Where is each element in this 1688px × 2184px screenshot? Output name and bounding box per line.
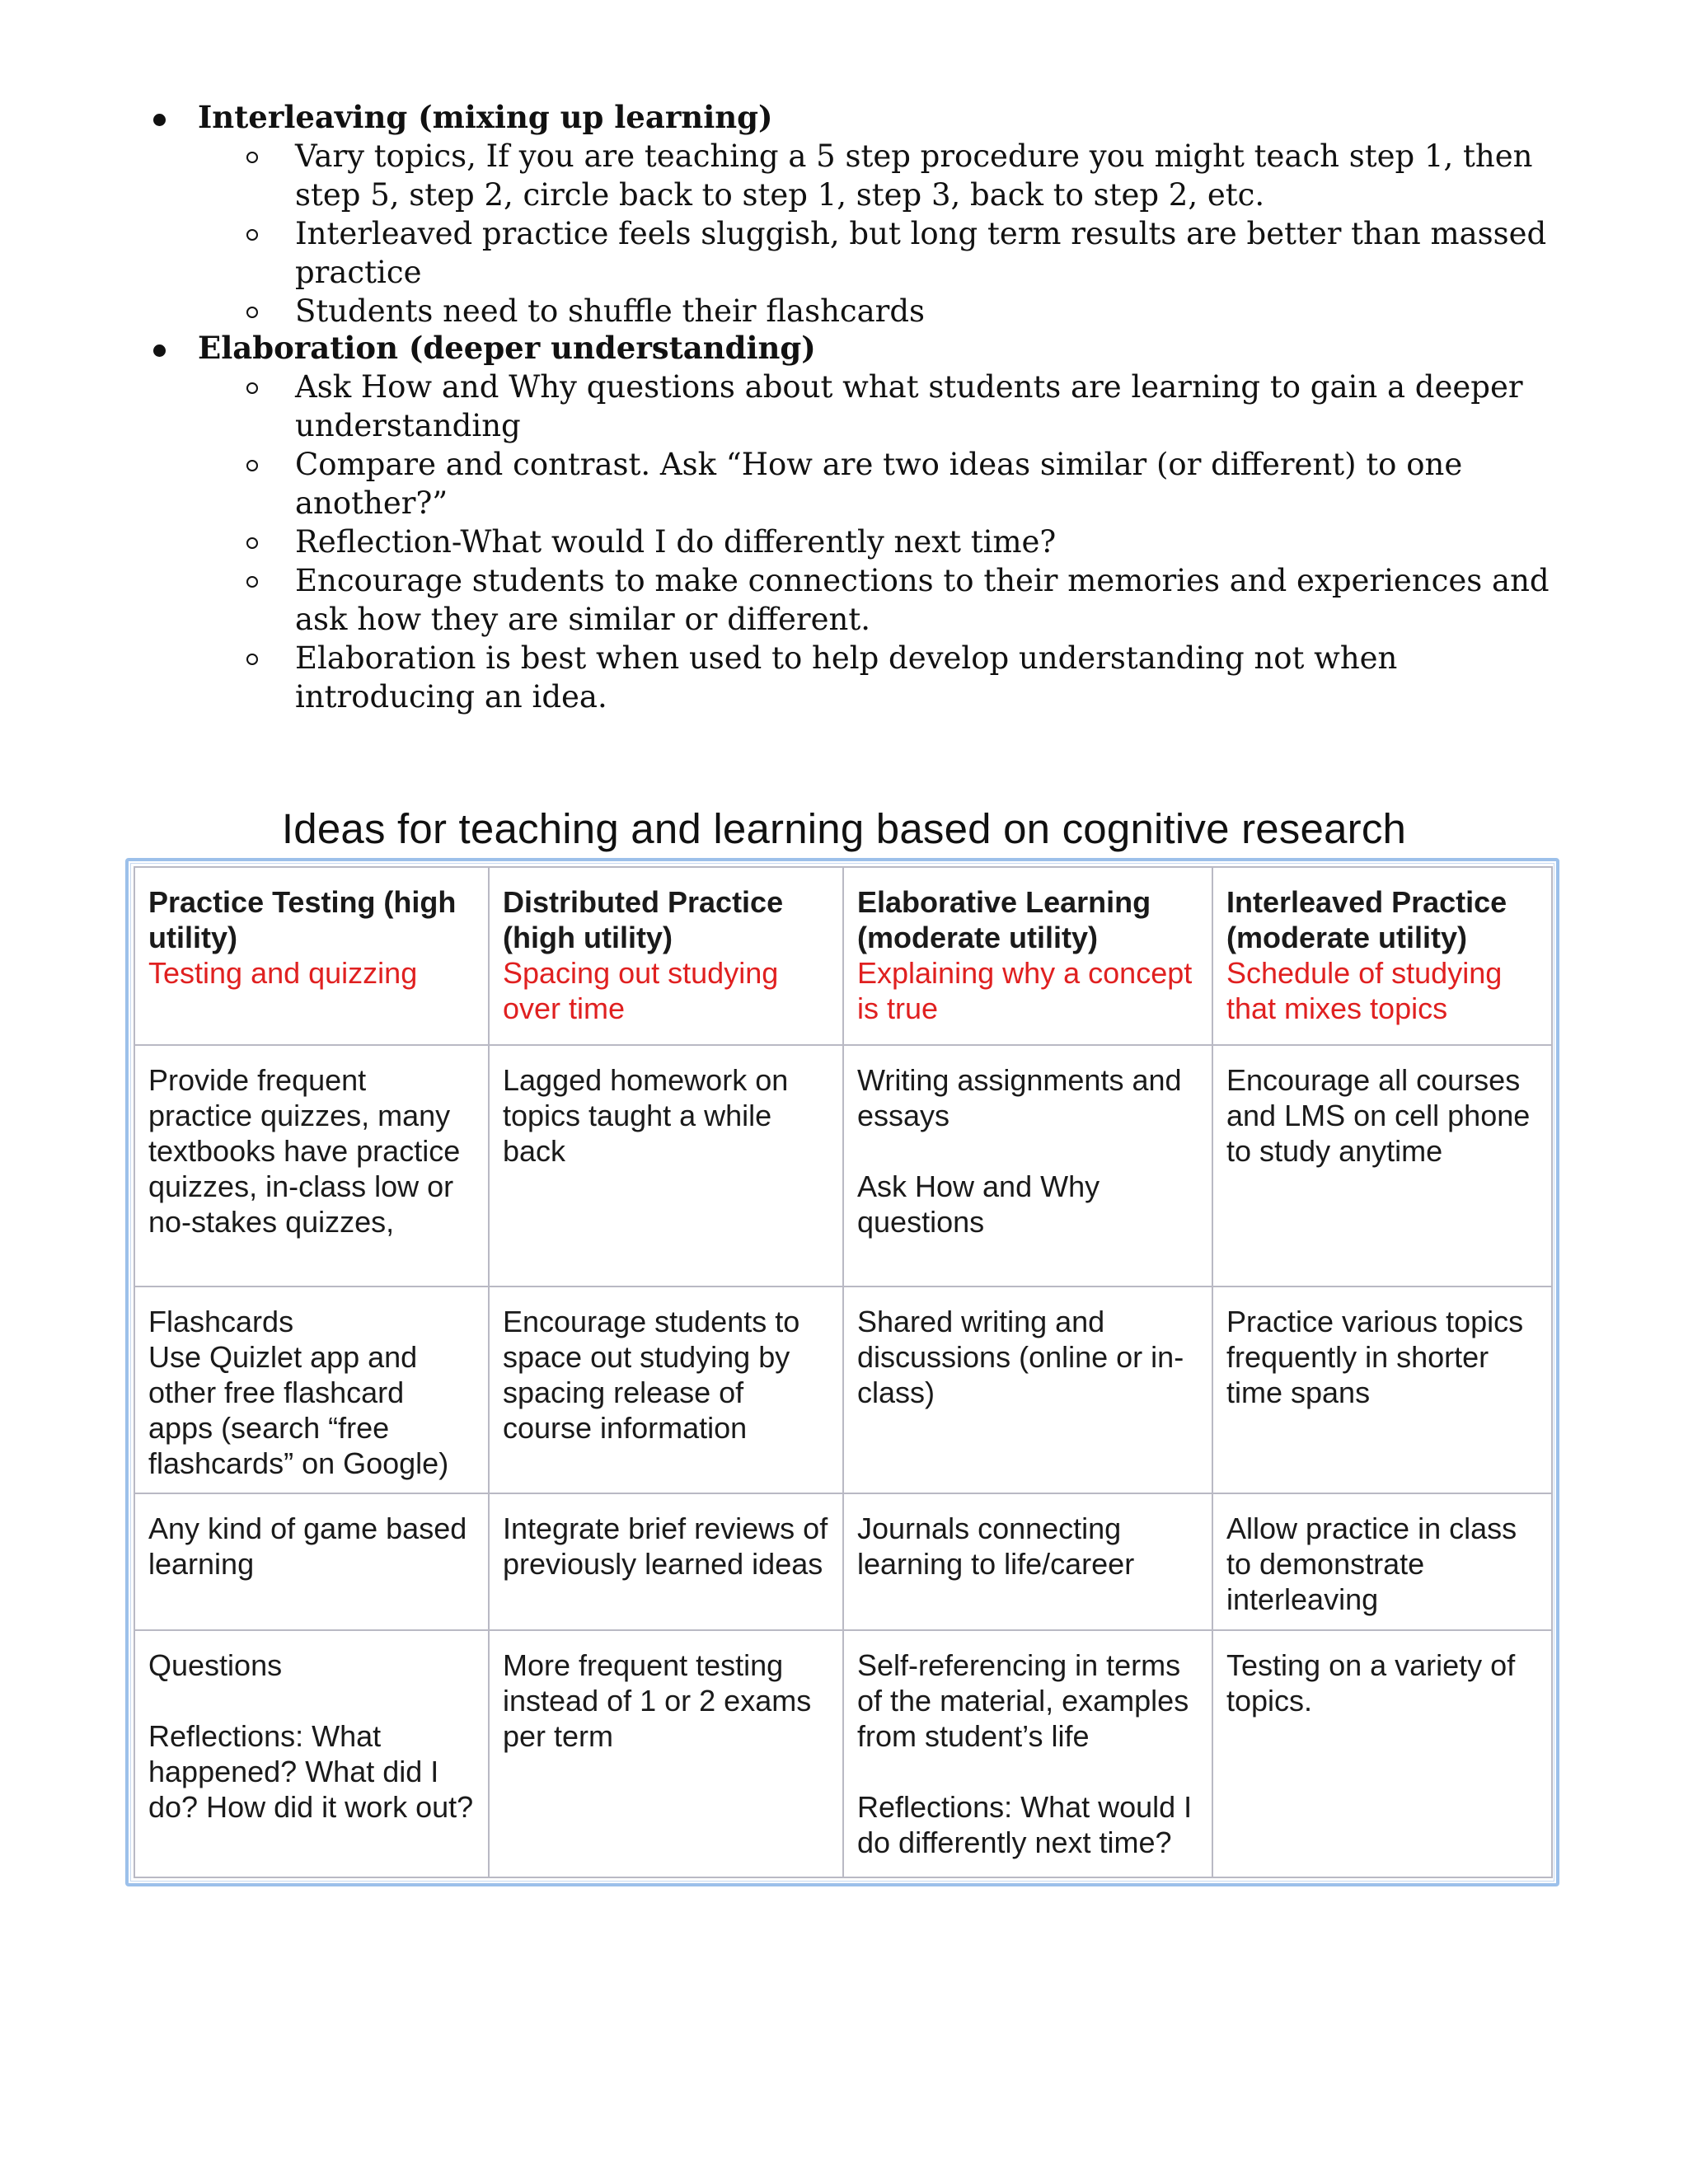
header-cell [134,867,489,1045]
header-cell [1212,867,1552,1045]
header-title: Practice Testing (high utility) [148,885,457,954]
table-row [134,1045,1552,1286]
circle-bullet-icon [246,229,258,241]
table-frame [125,858,1559,1886]
table-cell: Provide frequent practice quizzes, many textbooks have practice quizzes, in-class low or no-stakes quizzes, [134,1045,489,1286]
table-cell: Encourage all courses and LMS on cell phone to study anytime [1212,1045,1552,1286]
table-cell: Questions Reflections: What happened? What did I do? How did it work out? [134,1630,489,1877]
table-cell: Lagged homework on topics taught a while back [489,1045,843,1286]
section-interleaving [0,97,1688,330]
circle-bullet-icon [246,152,258,163]
header-cell [489,867,843,1045]
list-item: Vary topics, If you are teaching a 5 step procedure you might teach step 1, then step 5, step 2, circle back to step 1, step 3, back to step 2, etc. [0,137,1688,214]
table-row [134,1493,1552,1630]
list-item: Encourage students to make connections to their memories and experiences and ask how they are similar or different. [0,561,1688,639]
table-cell: Allow practice in class to demonstrate interleaving [1212,1493,1552,1630]
circle-bullet-icon [246,460,258,471]
circle-bullet-icon [246,654,258,665]
table-cell: Any kind of game based learning [134,1493,489,1630]
list-item: Elaboration is best when used to help develop understanding not when introducing an idea. [0,639,1688,716]
table-cell: Self-referencing in terms of the material, examples from student’s life Reflections: What would I do differently next time? [843,1630,1212,1877]
header-title: Interleaved Practice (moderate utility) [1226,885,1507,954]
table-cell: Writing assignments and essays Ask How and Why questions [843,1045,1212,1286]
table-row [134,1286,1552,1493]
section-elaboration [0,328,1688,716]
header-cell [843,867,1212,1045]
table-row [134,1630,1552,1877]
table-cell: Practice various topics frequently in shorter time spans [1212,1286,1552,1493]
circle-bullet-icon [246,307,258,318]
circle-bullet-icon [246,537,258,549]
list-item: Reflection-What would I do differently next time? [0,523,1688,561]
header-title: Elaborative Learning (moderate utility) [857,885,1151,954]
table-cell: Testing on a variety of topics. [1212,1630,1552,1877]
bullet-row [0,328,1688,368]
bullet-dot-icon [153,344,166,357]
sub-list [0,137,1688,330]
table-cell: Integrate brief reviews of previously learned ideas [489,1493,843,1630]
sub-list [0,368,1688,716]
list-item: Ask How and Why questions about what students are learning to gain a deeper understanding [0,368,1688,445]
list-item: Compare and contrast. Ask “How are two ideas similar (or different) to one another?” [0,445,1688,523]
header-subtitle: Explaining why a concept is true [857,956,1193,1025]
header-subtitle: Testing and quizzing [148,956,418,990]
table-title: Ideas for teaching and learning based on cognitive research [281,805,1407,852]
section-heading: Interleaving (mixing up learning) [198,99,773,135]
table-cell: Shared writing and discussions (online or in-class) [843,1286,1212,1493]
table-header-row [134,867,1552,1045]
header-subtitle: Spacing out studying over time [503,956,779,1025]
header-subtitle: Schedule of studying that mixes topics [1226,956,1503,1025]
table-cell: Journals connecting learning to life/career [843,1493,1212,1630]
bullet-dot-icon [153,114,166,126]
circle-bullet-icon [246,576,258,588]
section-heading: Elaboration (deeper understanding) [198,330,816,366]
table-cell: More frequent testing instead of 1 or 2 exams per term [489,1630,843,1877]
bullet-row [0,97,1688,137]
circle-bullet-icon [246,382,258,394]
list-item: Students need to shuffle their flashcards [0,292,1688,330]
list-item: Interleaved practice feels sluggish, but long term results are better than massed practice [0,214,1688,292]
table-cell: Flashcards Use Quizlet app and other free flashcard apps (search “free flashcards” on Google) [134,1286,489,1493]
header-title: Distributed Practice (high utility) [503,885,784,954]
ideas-table [134,866,1553,1878]
table-cell: Encourage students to space out studying by spacing release of course information [489,1286,843,1493]
